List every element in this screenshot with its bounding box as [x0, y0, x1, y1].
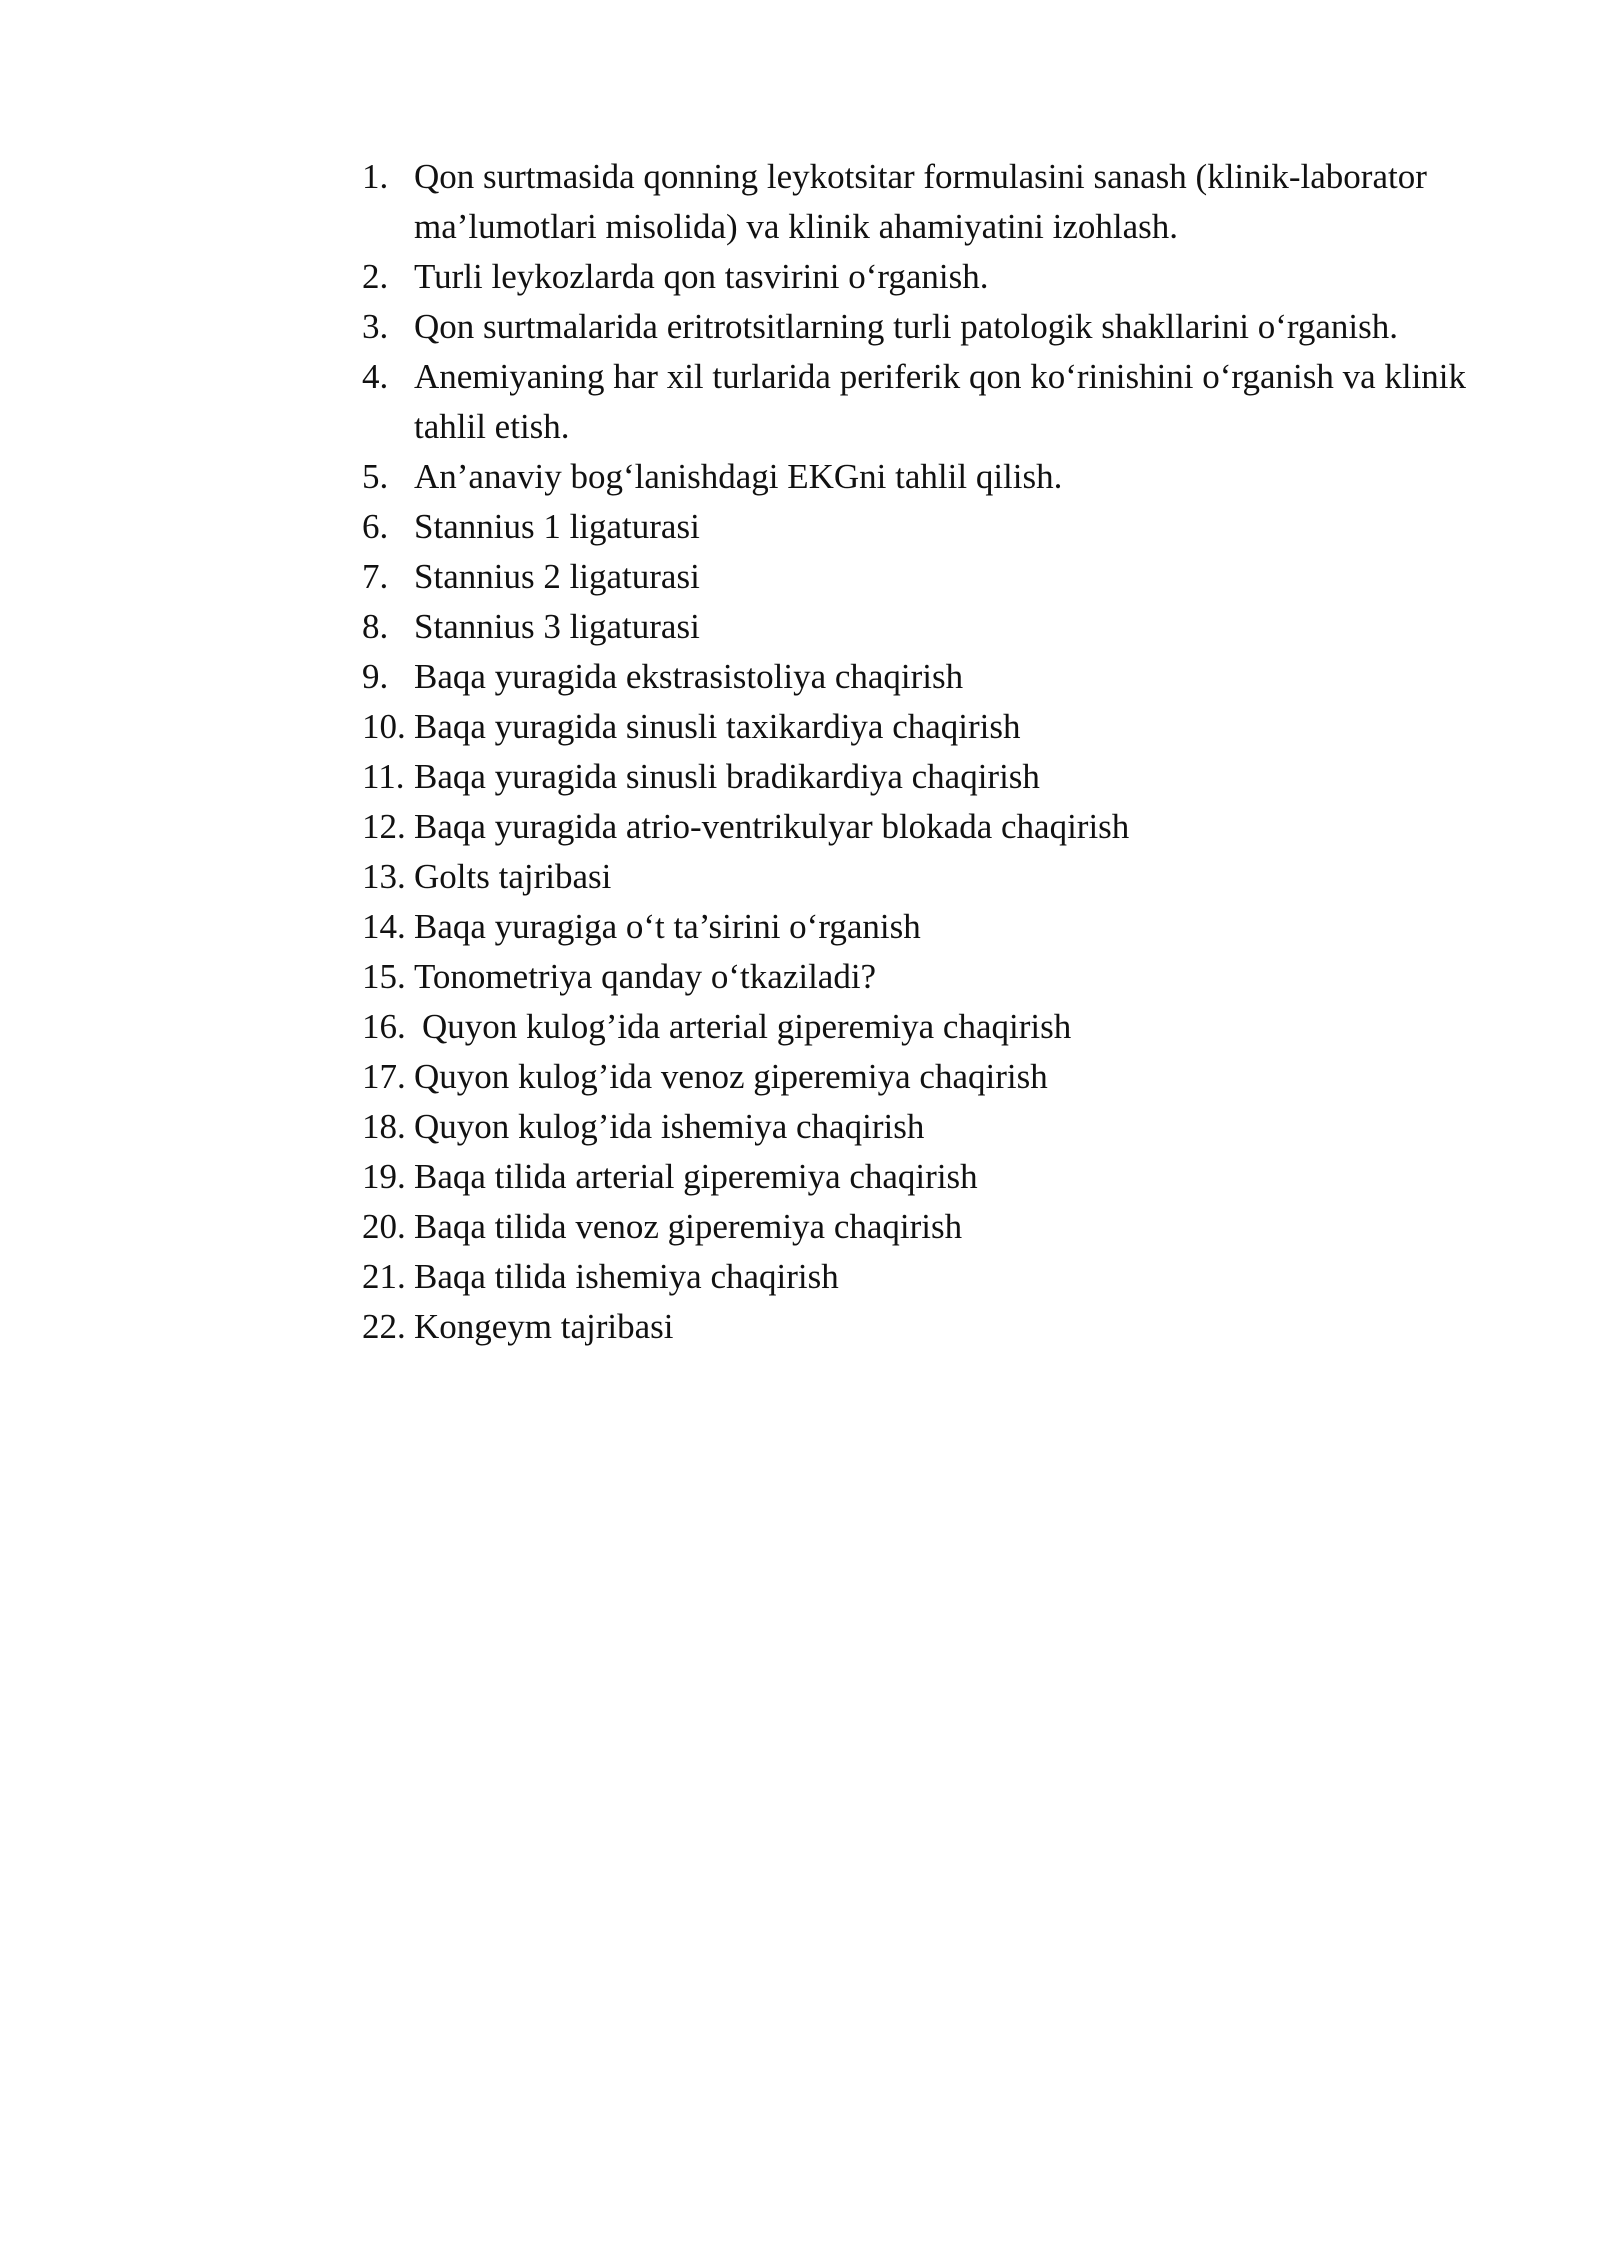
list-item	[362, 852, 1502, 902]
list-item	[362, 552, 1502, 602]
list-item	[362, 1152, 1502, 1202]
list-item	[362, 252, 1502, 302]
list-item-text: Golts tajribasi	[414, 857, 612, 896]
list-item-text: Kongeym tajribasi	[414, 1307, 674, 1346]
list-item-number: 9.	[362, 657, 389, 696]
list-item	[362, 752, 1502, 802]
list-item	[362, 1002, 1502, 1052]
list-item-number: 6.	[362, 507, 389, 546]
list-item-number: 14.	[362, 907, 406, 946]
list-item	[362, 1052, 1502, 1102]
list-item-text: An’anaviy bog‘lanishdagi EKGni tahlil qilish.	[414, 457, 1063, 496]
list-item	[362, 902, 1502, 952]
list-item-number: 5.	[362, 457, 389, 496]
list-item-text: Baqa yuragida sinusli bradikardiya chaqirish	[414, 757, 1040, 796]
list-item-text: Stannius 1 ligaturasi	[414, 507, 700, 546]
list-item-number: 19.	[362, 1157, 406, 1196]
list-item-text: Baqa yuragida sinusli taxikardiya chaqirish	[414, 707, 1021, 746]
list-item-number: 22.	[362, 1307, 406, 1346]
list-item	[362, 702, 1502, 752]
list-item-number: 21.	[362, 1257, 406, 1296]
list-item	[362, 452, 1502, 502]
list-item-number: 15.	[362, 957, 406, 996]
list-item	[362, 1302, 1502, 1352]
list-item	[362, 952, 1502, 1002]
list-item-number: 11.	[362, 757, 405, 796]
list-item-number: 2.	[362, 257, 389, 296]
list-item	[362, 302, 1502, 352]
list-item-number: 10.	[362, 707, 406, 746]
numbered-list	[362, 152, 1502, 1352]
list-item-text: Qon surtmasida qonning leykotsitar formulasini sanash (klinik-laborator ma’lumotlari misolida) va klinik ahamiyatini izohlash.	[414, 157, 1427, 246]
list-item-text: Baqa yuragida atrio-ventrikulyar blokada chaqirish	[414, 807, 1130, 846]
list-item-text: Quyon kulog’ida ishemiya chaqirish	[414, 1107, 925, 1146]
list-item-number: 17.	[362, 1057, 406, 1096]
list-item-text: Baqa tilida arterial giperemiya chaqirish	[414, 1157, 978, 1196]
list-item-number: 8.	[362, 607, 389, 646]
list-item-number: 4.	[362, 357, 389, 396]
list-item-text: Baqa tilida venoz giperemiya chaqirish	[414, 1207, 963, 1246]
list-item-text: Quyon kulog’ida venoz giperemiya chaqirish	[414, 1057, 1048, 1096]
list-item-text: Tonometriya qanday o‘tkaziladi?	[414, 957, 877, 996]
list-item-text: Baqa tilida ishemiya chaqirish	[414, 1257, 839, 1296]
list-item-number: 1.	[362, 157, 389, 196]
list-item-text: Turli leykozlarda qon tasvirini o‘rganish.	[414, 257, 989, 296]
list-item-text: Baqa yuragiga o‘t ta’sirini o‘rganish	[414, 907, 921, 946]
list-item	[362, 802, 1502, 852]
list-item	[362, 1202, 1502, 1252]
list-item-text: Quyon kulog’ida arterial giperemiya chaqirish	[422, 1007, 1072, 1046]
list-item-number: 12.	[362, 807, 406, 846]
list-item-number: 20.	[362, 1207, 406, 1246]
list-item-text: Baqa yuragida ekstrasistoliya chaqirish	[414, 657, 964, 696]
list-item-number: 16.	[362, 1007, 406, 1046]
list-item	[362, 152, 1502, 252]
list-item	[362, 602, 1502, 652]
list-item-text: Anemiyaning har xil turlarida periferik qon ko‘rinishini o‘rganish va klinik tahlil etish.	[414, 357, 1467, 446]
list-item	[362, 1102, 1502, 1152]
list-item	[362, 352, 1502, 452]
list-item-text: Stannius 3 ligaturasi	[414, 607, 700, 646]
list-item	[362, 1252, 1502, 1302]
list-item-number: 18.	[362, 1107, 406, 1146]
list-item-number: 7.	[362, 557, 389, 596]
list-item	[362, 652, 1502, 702]
list-item-text: Stannius 2 ligaturasi	[414, 557, 700, 596]
list-item-text: Qon surtmalarida eritrotsitlarning turli patologik shakllarini o‘rganish.	[414, 307, 1399, 346]
list-item-number: 13.	[362, 857, 406, 896]
list-item	[362, 502, 1502, 552]
list-item-number: 3.	[362, 307, 389, 346]
